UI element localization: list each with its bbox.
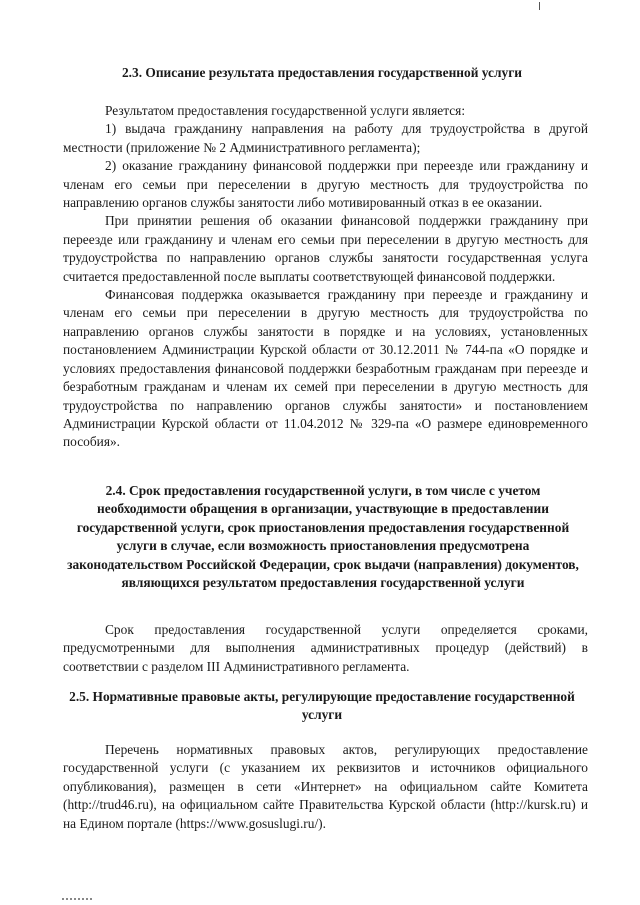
section-2-3-paragraph: При принятии решения об оказании финансовой поддержки гражданину при переезде или гражданину и членам его семьи при переселении в другую местность для трудоустройства по направлению органов службы занятости государственная услуга считается предоставленной после выплаты соответствующей финансовой поддержки.	[63, 213, 588, 284]
section-2-5-body	[63, 741, 588, 833]
section-2-5-paragraph: Перечень нормативных правовых актов, регулирующих предоставление государственной услуги (с указанием их реквизитов и источников официального опубликования), размещен в сети «Интернет» на официальном сайте Комитета (http://trud46.ru), на официальном сайте Правительства Курской области (http://kursk.ru) и на Едином портале (https://www.gosuslugi.ru/).	[63, 742, 588, 831]
section-2-3-paragraph: Финансовая поддержка оказывается гражданину при переезде и гражданину и членам его семьи при переселении в другую местность для трудоустройства по направлению органов службы занятости в порядке и на условиях, установленных постановлением Администрации Курской области от 30.12.2011 № 744-па «О порядке и условиях предоставления финансовой поддержки безработным гражданам при переезде и безработным гражданам и членам их семей при переселении в другую местность для трудоустройства по направлению органов службы занятости» и постановлением Администрации Курской области от 11.04.2012 № 329-па «О размере единовременного пособия».	[63, 287, 588, 450]
scan-artifact-mark	[539, 2, 540, 10]
section-2-4-paragraph: Срок предоставления государственной услуги определяется сроками, предусмотренными для выполнения административных процедур (действий) в соответствии с разделом III Административного регламента.	[63, 622, 588, 674]
section-2-4-heading: 2.4. Срок предоставления государственной услуги, в том числе с учетом необходимости обращения в организации, участвующие в предоставлении государственной услуги, срок приостановления предоставления государственной услуги в случае, если возможность приостановления предусмотрена законодательством Российской Федерации, срок выдачи (направления) документов, являющихся результатом предоставления государственной услуги	[67, 483, 579, 591]
section-2-3-heading: 2.3. Описание результата предоставления государственной услуги	[121, 65, 523, 80]
section-2-3-body	[63, 102, 588, 452]
section-2-4-body	[63, 621, 588, 676]
section-2-3-paragraph: Результатом предоставления государственной услуги является:	[105, 103, 466, 118]
scan-artifact-footer	[62, 898, 94, 900]
section-2-5-heading: 2.5. Нормативные правовые акты, регулирующие предоставление государственной услуги	[69, 689, 575, 723]
section-2-3-paragraph: 2) оказание гражданину финансовой поддержки при переезде или гражданину и членам его семьи при переселении в другую местность для трудоустройства по направлению органов службы занятости либо мотивированный отказ в ее оказании.	[63, 158, 588, 211]
section-2-3-paragraph: 1) выдача гражданину направления на работу для трудоустройства в другой местности (приложение № 2 Административного регламента);	[63, 121, 588, 155]
